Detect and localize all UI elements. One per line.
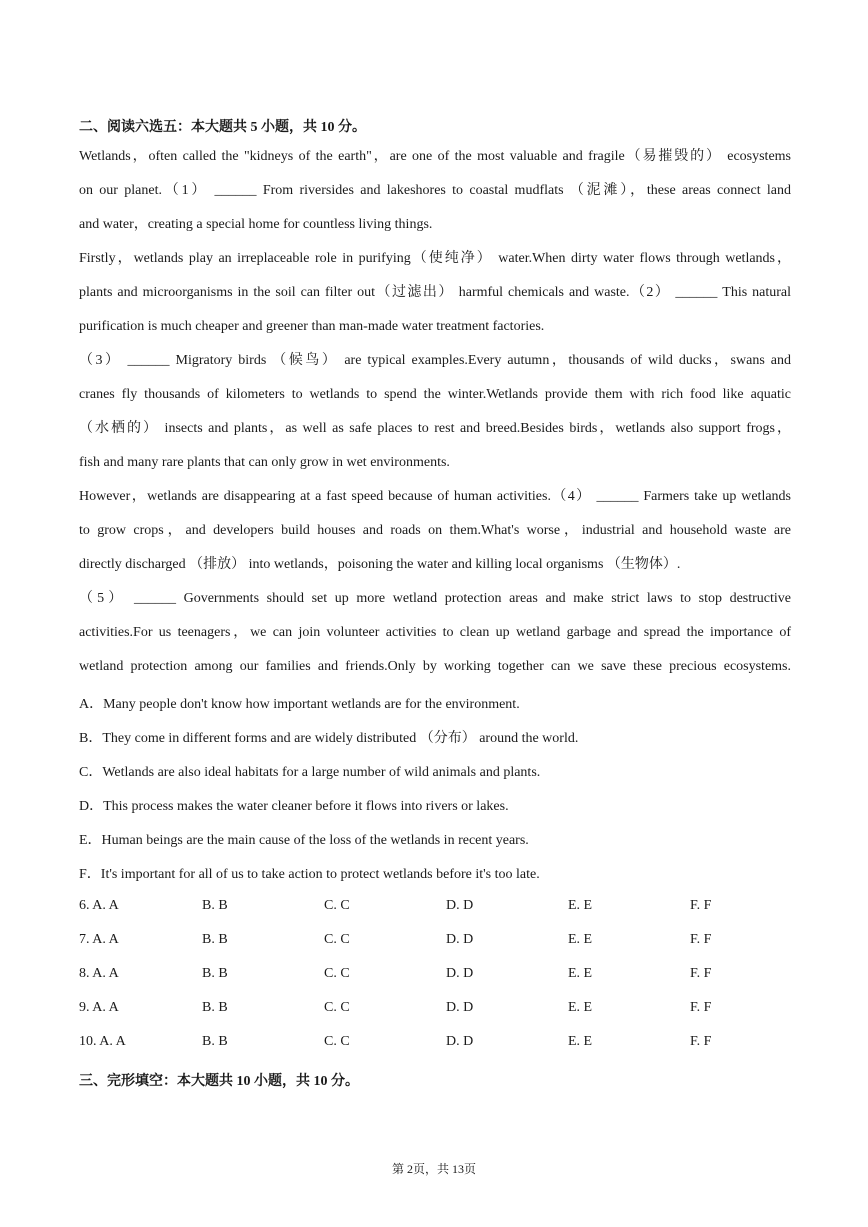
passage-line: cranes fly thousands of kilometers to wetlands to spend the winter.Wetlands provide them with rich food like aquatic [79,387,791,402]
answer-choice[interactable]: F. F [690,966,712,981]
page-number-footer: 第 2页，共 13页 [391,1162,476,1176]
passage-line: wetland protection among our families and friends.Only by working together can we save these precious ecosystems. [79,659,791,674]
answer-choice[interactable]: 9. A. A [79,1000,119,1015]
passage-line: on our planet.（1） ______ From riversides and lakeshores to coastal mudflats （泥滩），these areas connect land [79,183,791,198]
answer-row-6 [79,898,791,918]
answer-choice[interactable]: B. B [202,966,228,981]
option-f: F．It's important for all of us to take action to protect wetlands before it's too late. [79,867,540,882]
answer-choice[interactable]: D. D [446,966,474,981]
answer-choice[interactable]: F. F [690,1034,712,1049]
answer-choice[interactable]: B. B [202,898,228,913]
answer-choice[interactable]: E. E [568,1000,593,1015]
answer-choice[interactable]: B. B [202,932,228,947]
answer-row-7 [79,932,791,952]
option-a: A．Many people don't know how important wetlands are for the environment. [79,697,520,712]
passage-line: （3） ______ Migratory birds （候鸟） are typical examples.Every autumn，thousands of wild ducks，swans and [79,353,791,368]
answer-choice[interactable]: C. C [324,1034,350,1049]
answer-row-8 [79,966,791,986]
passage-line: Firstly，wetlands play an irreplaceable role in purifying（使纯净） water.When dirty water flows through wetlands， [79,251,791,266]
answer-choice[interactable]: C. C [324,898,350,913]
answer-choice[interactable]: C. C [324,1000,350,1015]
passage-line: plants and microorganisms in the soil can filter out（过滤出） harmful chemicals and waste.（2） ______ This natural [79,285,791,300]
passage-line: activities.For us teenagers，we can join volunteer activities to clean up wetland garbage and spread the importance of [79,625,791,640]
answer-choice[interactable]: B. B [202,1000,228,1015]
answer-choice[interactable]: 7. A. A [79,932,119,947]
answer-choice[interactable]: F. F [690,898,712,913]
passage-line: and water，creating a special home for countless living things. [79,217,433,232]
answer-choice[interactable]: E. E [568,966,593,981]
answer-choice[interactable]: D. D [446,898,474,913]
answer-choice[interactable]: 10. A. A [79,1034,126,1049]
passage-line: However，wetlands are disappearing at a fast speed because of human activities.（4） ______ Farmers take up wetlands [79,489,791,504]
answer-choice[interactable]: F. F [690,932,712,947]
option-c: C．Wetlands are also ideal habitats for a large number of wild animals and plants. [79,765,541,780]
answer-choice[interactable]: 6. A. A [79,898,119,913]
passage-line: purification is much cheaper and greener than man-made water treatment factories. [79,319,545,334]
answer-choice[interactable]: C. C [324,932,350,947]
passage-line: （5） ______ Governments should set up more wetland protection areas and make strict laws to stop destructive [79,591,791,606]
answer-choice[interactable]: D. D [446,1000,474,1015]
answer-choice[interactable]: E. E [568,932,593,947]
answer-choice[interactable]: F. F [690,1000,712,1015]
passage-line: to grow crops，and developers build houses and roads on them.What's worse，industrial and household waste are [79,523,791,538]
passage-line: fish and many rare plants that can only grow in wet environments. [79,455,450,470]
answer-row-10 [79,1034,791,1054]
passage-line: directly discharged （排放） into wetlands，poisoning the water and killing local organisms （生物体）. [79,557,681,572]
answer-choice[interactable]: E. E [568,1034,593,1049]
section-2-heading: 二、阅读六选五：本大题共 5 小题，共 10 分。 [79,120,366,135]
passage-line: （水栖的） insects and plants，as well as safe places to rest and breed.Besides birds，wetlands also support frogs， [79,421,791,436]
answer-choice[interactable]: D. D [446,1034,474,1049]
passage-line: Wetlands，often called the "kidneys of the earth"，are one of the most valuable and fragile（易摧毁的） ecosystems [79,149,791,164]
option-d: D．This process makes the water cleaner before it flows into rivers or lakes. [79,799,509,814]
option-b: B．They come in different forms and are widely distributed （分布） around the world. [79,731,579,746]
answer-choice[interactable]: D. D [446,932,474,947]
answer-choice[interactable]: E. E [568,898,593,913]
answer-choice[interactable]: C. C [324,966,350,981]
answer-row-9 [79,1000,791,1020]
section-3-heading: 三、完形填空：本大题共 10 小题，共 10 分。 [79,1074,359,1089]
option-e: E．Human beings are the main cause of the loss of the wetlands in recent years. [79,833,529,848]
answer-choice[interactable]: B. B [202,1034,228,1049]
answer-choice[interactable]: 8. A. A [79,966,119,981]
